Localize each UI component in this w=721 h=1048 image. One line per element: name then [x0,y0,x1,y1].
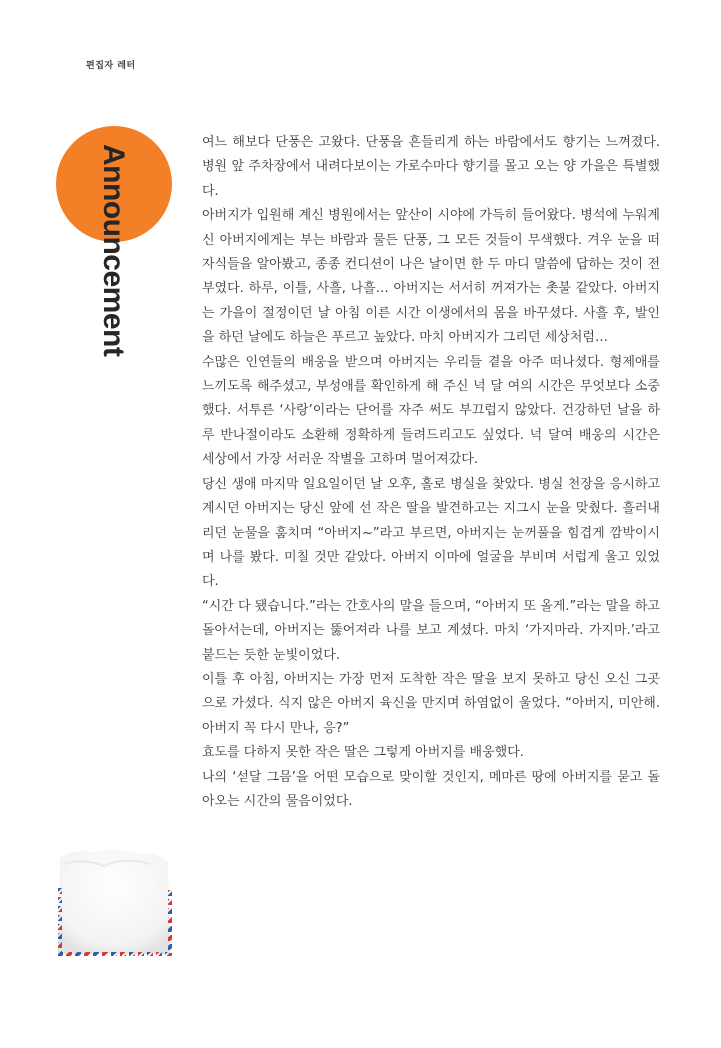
paragraph: 나의 ‘섣달 그믐’을 어떤 모습으로 맞이할 것인지, 메마른 땅에 아버지를 묻고 돌아오는 시간의 물음이었다. [202,769,660,809]
paragraph: 이틀 후 아침, 아버지는 가장 먼저 도착한 작은 딸을 보지 못하고 당신 오신 그곳으로 가셨다. 식지 않은 아버지 육신을 만지며 하염없이 울었다. “아버지, 미안해. 아버지 꼭 다시 만나, 응?” [202,671,660,736]
paragraph: 아버지가 입원해 계신 병원에서는 앞산이 시야에 가득히 들어왔다. 병석에 누워계신 아버지에게는 부는 바람과 물든 단풍, 그 모든 것들이 무색했다. 겨우 눈을 떠 자식들을 알아봤고, 종종 컨디션이 나은 날이면 한 두 마디 말씀에 답하는 것이 전부였다. 하루, 이틀, 사흘, 나흘… 아버지는 서서히 꺼져가는 촛불 같았다. 아버지는 가을이 절정이던 날 아침 이른 시간 이생에서의 몸을 바꾸셨다. 사흘 후, 발인을 하던 날에도 하늘은 푸르고 높았다. 마치 아버지가 그리던 세상처럼… [202,208,660,346]
paragraph: 당신 생애 마지막 일요일이던 날 오후, 홀로 병실을 찾았다. 병실 천장을 응시하고 계시던 아버지는 당신 앞에 선 작은 딸을 발견하고는 지그시 눈을 맞췄다. 흘러내리던 눈물을 훔치며 “아버지~”라고 부르면, 아버지는 눈꺼풀을 힘겹게 깜박이시며 나를 봤다. 미칠 것만 같았다. 아버지 이마에 얼굴을 부비며 서럽게 울고 있었다. [202,476,660,590]
airmail-envelope-image [54,848,172,958]
paragraph: 수많은 인연들의 배웅을 받으며 아버지는 우리들 곁을 아주 떠나셨다. 형제애를 느끼도록 해주셨고, 부성애를 확인하게 해 주신 넉 달 여의 시간은 무엇보다 소중했다. 서투른 ‘사랑’이라는 단어를 자주 써도 부끄럽지 않았다. 건강하던 날을 하루 반나절이라도 소환해 정확하게 들려드리고도 싶었다. 넉 달여 배웅의 시간은 세상에서 가장 서러운 작별을 고하며 멀어져갔다. [202,354,660,468]
paragraph: 효도를 다하지 못한 작은 딸은 그렇게 아버지를 배웅했다. [202,745,524,761]
paragraph: “시간 다 됐습니다.”라는 간호사의 말을 들으며, “아버지 또 올게.”라는 말을 하고 돌아서는데, 아버지는 뚫어져라 나를 보고 계셨다. 마치 ‘가지마라. 가지마.’라고 붙드는 듯한 눈빛이었다. [202,598,660,663]
announcement-title: Announcement [97,144,130,357]
letter-body [202,131,660,814]
paragraph: 여느 해보다 단풍은 고왔다. 단풍을 흔들리게 하는 바람에서도 향기는 느껴졌다. 병원 앞 주차장에서 내려다보이는 가로수마다 향기를 몰고 오는 양 가을은 특별했다. [202,135,660,199]
section-label: 편집자 레터 [86,61,136,71]
